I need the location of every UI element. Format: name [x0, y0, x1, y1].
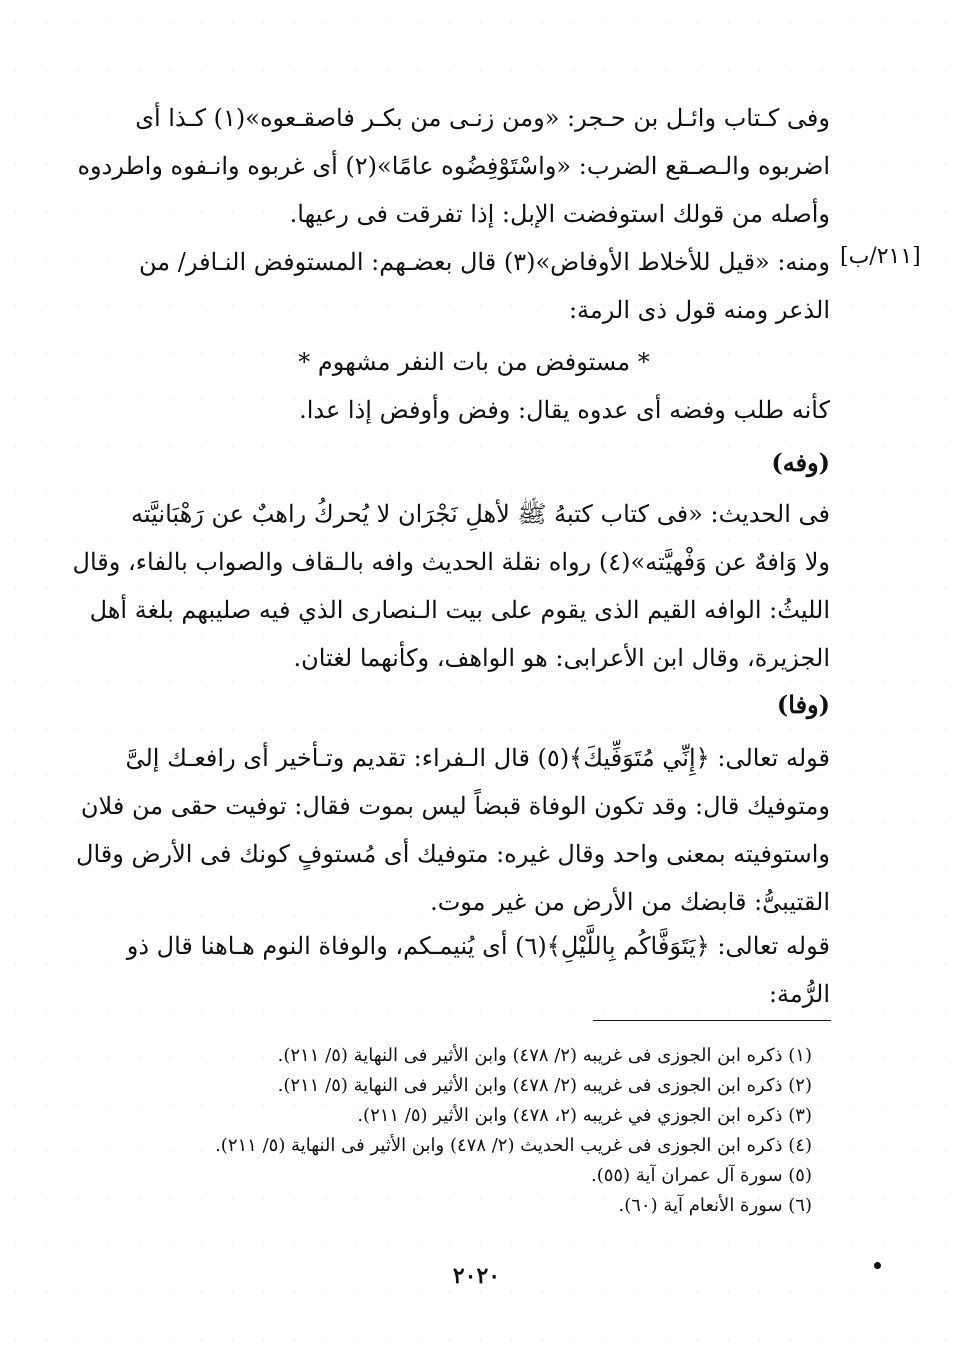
text-line: ومنه: «قيل للأخلاط الأوفاض»(٣) قال بعضـهم: المستوفض النـافر/ من [138, 248, 830, 276]
footnote-5: (٥) سورة آل عمران آية (٥٥). [591, 1164, 812, 1186]
text-line: قوله تعالى: ﴿يَتَوَفَّاكُم بِاللَّيْلِ﴾(٦) أى يُنيمـكم، والوفاة النوم هـاهنا قال ذو [126, 932, 830, 960]
paragraph-4 [72, 490, 830, 682]
footnote-6: (٦) سورة الأنعام آية (٦٠). [618, 1194, 812, 1216]
heading-text: (وفا) [776, 689, 830, 719]
footnote-1: (١) ذكره ابن الجوزى فى غريبه (٢/ ٤٧٨) وابن الأثير فى النهاية (٥/ ٢١١). [277, 1044, 812, 1066]
paragraph-6 [118, 922, 830, 1018]
paragraph-3 [118, 386, 830, 434]
text-line: الرُّمة: [768, 980, 830, 1008]
text-line: كأنه طلب وفضه أى عدوه يقال: وفض وأوفض إذا عدا. [299, 396, 830, 424]
footnote-4: (٤) ذكره ابن الجوزى فى غريب الحديث (٢/ ٤٧٨) وابن الأثير فى النهاية (٥/ ٢١١). [215, 1134, 812, 1156]
text-line: قوله تعالى: ﴿إِنِّي مُتَوَفِّيكَ﴾(٥) قال الـفراء: تقديم وتـأخير أى رافعـك إلىَّ [125, 744, 830, 772]
ink-dot-mark [874, 1262, 881, 1269]
paragraph-1 [77, 94, 830, 238]
entry-heading-wafa [118, 680, 830, 728]
verse-block [118, 338, 830, 386]
paragraph-5 [76, 734, 830, 926]
text-line: اضربوه والـصـقع الضرب: «واسْتَوْفِضُوه عامًا»(٢) أى غربوه وانـفوه واطردوه [77, 152, 830, 180]
footnote-separator [593, 1020, 831, 1021]
entry-heading-wafh [118, 438, 830, 486]
footnotes [160, 1040, 812, 1220]
footnote-2: (٢) ذكره ابن الجوزى فى غريبه (٢/ ٤٧٨) وابن الأثير فى النهاية (٥/ ٢١١). [277, 1074, 812, 1096]
text-line: وفى كـتاب وائـل بن حـجر: «ومن زنـى من بكـر فاصقـعوه»(١) كـذا أى [135, 104, 830, 132]
text-line: ولا وَافهٌ عن وَفْهيَّته»(٤) رواه نقلة الحديث وافه بالـقاف والصواب بالفاء، وقال [72, 548, 830, 576]
text-line: الجزيرة، وقال ابن الأعرابى: هو الواهف، وكأنهما لغتان. [293, 644, 830, 672]
page-number: ٢٠٢٠ [452, 1263, 501, 1289]
text-line: واستوفيته بمعنى واحد وقال غيره: متوفيك أى مُستوفٍ كونك فى الأرض وقال [76, 840, 830, 868]
text-line: ومتوفيك قال: وقد تكون الوفاة قبضاً ليس بموت فقال: توفيت حقى من فلان [80, 792, 830, 820]
heading-text: (وفه) [771, 447, 830, 477]
paragraph-2 [118, 238, 830, 334]
text-line: القتيبىُّ: قابضك من الأرض من غير موت. [430, 888, 830, 916]
margin-folio-note: [٢١١/ب] [840, 244, 921, 269]
text-line: وأصله من قولك استوفضت الإبل: إذا تفرقت فى رعيها. [289, 200, 830, 228]
text-line: الليثُ: الوافه القيم الذى يقوم على بيت الـنصارى الذي فيه صليبهم بلغة أهل [89, 596, 830, 624]
text-line: فى الحديث: «فى كتاب كتبهُ ﷺ لأهلِ نَجْرَان لا يُحركُ راهبٌ عن رَهْبَانيَّته [131, 500, 830, 528]
footnote-3: (٣) ذكره ابن الجوزي في غريبه (٢، ٤٧٨) وابن الأثير (٥/ ٢١١). [357, 1104, 812, 1126]
verse-line: * مستوفض من بات النفر مشهوم * [298, 348, 650, 376]
text-line: الذعر ومنه قول ذى الرمة: [568, 296, 830, 324]
